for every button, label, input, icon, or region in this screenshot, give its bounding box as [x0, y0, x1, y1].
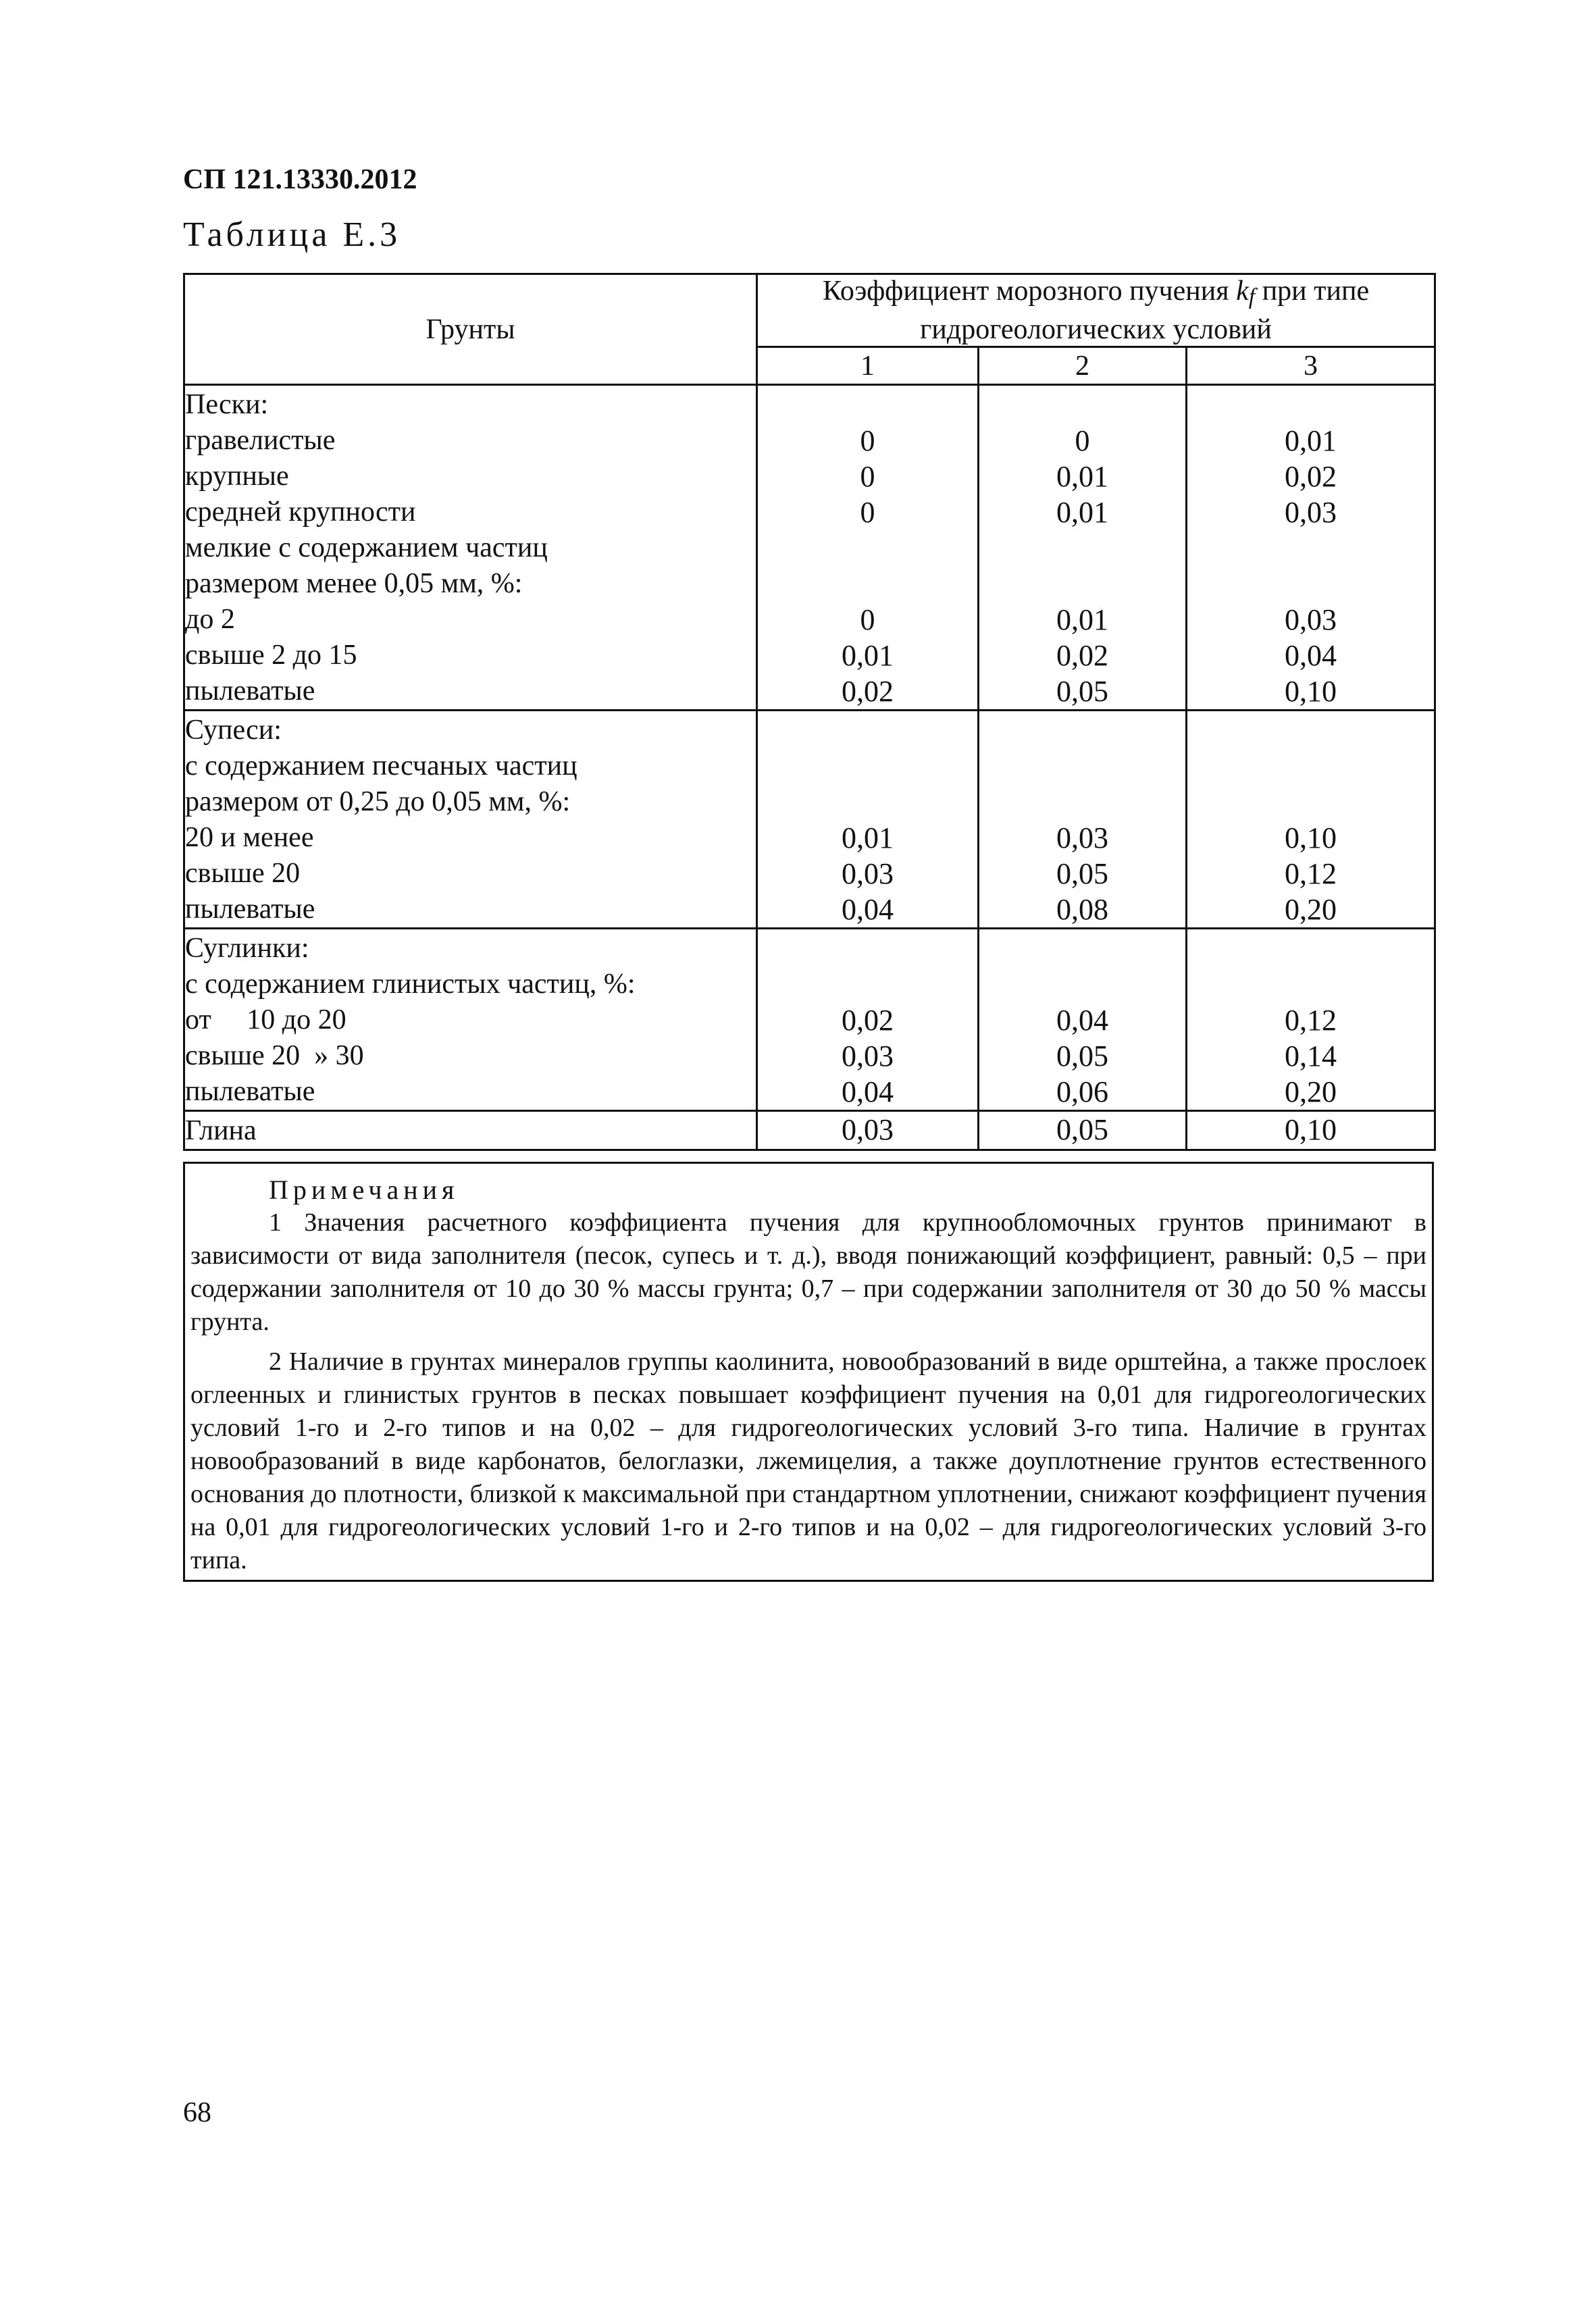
cell-value: 0 [757, 494, 979, 530]
row-label: пылеватые [184, 892, 757, 929]
cell-value [979, 530, 1187, 566]
cell-value: 0,04 [757, 892, 979, 929]
row-label: свыше 20 [184, 856, 757, 892]
row-label: Супеси: [184, 711, 757, 749]
cell-value: 0,08 [979, 892, 1187, 929]
row-label: Глина [184, 1111, 757, 1150]
cell-value: 0,03 [979, 820, 1187, 856]
cell-value [757, 748, 979, 784]
cell-value [757, 967, 979, 1002]
row-label: 20 и менее [184, 820, 757, 856]
cell-value: 0,03 [757, 1111, 979, 1150]
header-col-3: 3 [1187, 347, 1435, 385]
table-row [184, 748, 1435, 784]
cell-value [979, 784, 1187, 820]
cell-value: 0,06 [979, 1074, 1187, 1111]
cell-value [1187, 530, 1435, 566]
cell-value: 0,10 [1187, 820, 1435, 856]
table-row [184, 530, 1435, 566]
header-col-2: 2 [979, 347, 1187, 385]
cell-value [1187, 784, 1435, 820]
cell-value: 0,04 [1187, 638, 1435, 673]
row-label: до 2 [184, 602, 757, 638]
cell-value [1187, 566, 1435, 602]
frost-heave-table [183, 273, 1436, 1151]
cell-value: 0,10 [1187, 673, 1435, 711]
note-2: 2 Наличие в грунтах минералов группы каолинита, новообразований в виде орштейна, а также прослоек оглеенных и глинистых грунтов в песках повышает коэффициент пучения на 0,01 для гидрогеологических условий 1-го и 2-го типов и на 0,02 – для гидрогеологических условий 3-го типа. Наличие в грунтах новообразований в виде карбонатов, белоглазки, лжемицелия, а также доуплотнение грунтов естественного основания до плотности, близкой к максимальной при стандартном уплотнении, снижают коэффициент пучения на 0,01 для гидрогеологических условий 1-го и 2-го типов и на 0,02 – для гидрогеологических условий 3-го типа. [190, 1347, 1426, 1574]
cell-value: 0,12 [1187, 1002, 1435, 1038]
table-title: Таблица Е.3 [183, 215, 401, 254]
table-row [184, 423, 1435, 459]
cell-value: 0,04 [979, 1002, 1187, 1038]
cell-value: 0,01 [757, 638, 979, 673]
cell-value [979, 967, 1187, 1002]
header-col-1: 1 [757, 347, 979, 385]
row-label: с содержанием песчаных частиц [184, 748, 757, 784]
cell-value: 0 [757, 602, 979, 638]
notes-box [183, 1162, 1434, 1582]
table-row [184, 784, 1435, 820]
row-label: Суглинки: [184, 929, 757, 967]
row-label: средней крупности [184, 494, 757, 530]
row-label: крупные [184, 459, 757, 494]
row-label: свыше 20 » 30 [184, 1038, 757, 1074]
cell-value [757, 385, 979, 423]
cell-value [1187, 929, 1435, 967]
table-row [184, 1002, 1435, 1038]
header-coefficient [757, 274, 1435, 347]
row-label: мелкие с содержанием частиц [184, 530, 757, 566]
cell-value [979, 748, 1187, 784]
page-number: 68 [183, 2097, 211, 2128]
cell-value: 0,02 [1187, 459, 1435, 494]
notes-title: Примечания [269, 1175, 459, 1205]
table-row [184, 494, 1435, 530]
cell-value: 0,10 [1187, 1111, 1435, 1150]
table-row [184, 638, 1435, 673]
table-row [184, 1038, 1435, 1074]
cell-value: 0,01 [757, 820, 979, 856]
cell-value: 0,14 [1187, 1038, 1435, 1074]
table-row [184, 929, 1435, 967]
cell-value [979, 385, 1187, 423]
table-row [184, 1111, 1435, 1150]
coef-symbol: k [1236, 276, 1249, 307]
row-label: Пески: [184, 385, 757, 423]
row-label: пылеватые [184, 1074, 757, 1111]
table-row [184, 892, 1435, 929]
cell-value: 0,04 [757, 1074, 979, 1111]
cell-value: 0,03 [757, 1038, 979, 1074]
cell-value: 0 [757, 423, 979, 459]
cell-value [757, 784, 979, 820]
header-soils: Грунты [184, 274, 757, 385]
table-row [184, 566, 1435, 602]
cell-value: 0,01 [979, 494, 1187, 530]
row-label: от 10 до 20 [184, 1002, 757, 1038]
table-row [184, 385, 1435, 423]
cell-value [757, 929, 979, 967]
table-row [184, 856, 1435, 892]
cell-value: 0,03 [757, 856, 979, 892]
row-label: размером менее 0,05 мм, %: [184, 566, 757, 602]
cell-value [1187, 711, 1435, 749]
row-label: размером от 0,25 до 0,05 мм, %: [184, 784, 757, 820]
cell-value [979, 929, 1187, 967]
cell-value: 0,01 [979, 602, 1187, 638]
cell-value [1187, 748, 1435, 784]
row-label: свыше 2 до 15 [184, 638, 757, 673]
header-coefficient-text-1: Коэффициент морозного пучения [822, 276, 1237, 307]
cell-value: 0,20 [1187, 1074, 1435, 1111]
cell-value [757, 566, 979, 602]
note-1: 1 Значения расчетного коэффициента пучения для крупнообломочных грунтов принимают в зависимости от вида заполнителя (песок, супесь и т. д.), вводя понижающий коэффициент, равный: 0,5 – при содержании заполнителя от 10 до 30 % массы грунта; 0,7 – при содержании заполнителя от 30 до 50 % массы грунта. [190, 1208, 1426, 1336]
document-code: СП 121.13330.2012 [183, 164, 417, 195]
cell-value: 0 [979, 423, 1187, 459]
cell-value: 0,03 [1187, 602, 1435, 638]
cell-value: 0,20 [1187, 892, 1435, 929]
table-row [184, 967, 1435, 1002]
cell-value: 0,05 [979, 673, 1187, 711]
table-row [184, 1074, 1435, 1111]
cell-value: 0,05 [979, 1111, 1187, 1150]
row-label: с содержанием глинистых частиц, %: [184, 967, 757, 1002]
cell-value [979, 711, 1187, 749]
cell-value [1187, 385, 1435, 423]
table-row [184, 711, 1435, 749]
cell-value: 0,02 [757, 1002, 979, 1038]
cell-value: 0,03 [1187, 494, 1435, 530]
row-label: гравелистые [184, 423, 757, 459]
table-row [184, 602, 1435, 638]
cell-value: 0,01 [1187, 423, 1435, 459]
table-row [184, 673, 1435, 711]
cell-value: 0,05 [979, 1038, 1187, 1074]
cell-value [979, 566, 1187, 602]
cell-value: 0,02 [757, 673, 979, 711]
table-row [184, 459, 1435, 494]
cell-value: 0,05 [979, 856, 1187, 892]
cell-value [757, 530, 979, 566]
cell-value [1187, 967, 1435, 1002]
coef-subscript: f [1248, 284, 1256, 309]
cell-value: 0,02 [979, 638, 1187, 673]
cell-value: 0,12 [1187, 856, 1435, 892]
table-row [184, 820, 1435, 856]
row-label: пылеватые [184, 673, 757, 711]
cell-value: 0,01 [979, 459, 1187, 494]
header-coefficient-text-2: при типе гидрогеологических условий [920, 276, 1370, 345]
cell-value [757, 711, 979, 749]
cell-value: 0 [757, 459, 979, 494]
